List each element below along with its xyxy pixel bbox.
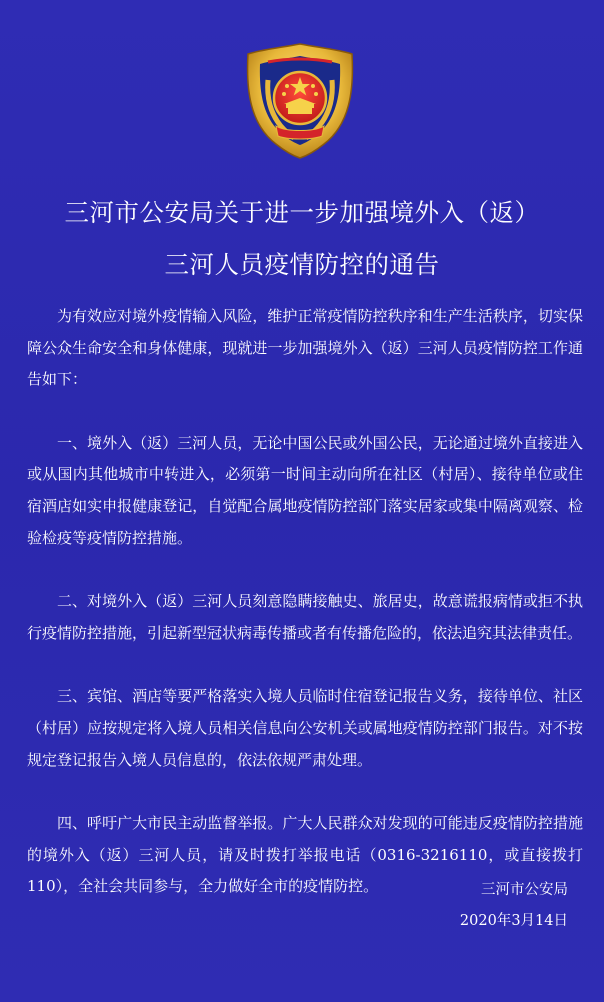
police-badge-icon [238,40,362,162]
notice-title-line1: 三河市公安局关于进一步加强境外入（返） [64,198,540,227]
notice-body [27,301,583,903]
clause-four: 四、呼吁广大市民主动监督举报。广大人民群众对发现的可能违反疫情防控措施的境外入（返）三河人员，请及时拨打举报电话（0316-3216110，或直接拨打110），全社会共同参与，全力做好全市的疫情防控。 [27,814,583,896]
clause-two: 二、对境外入（返）三河人员刻意隐瞒接触史、旅居史，故意谎报病情或拒不执行疫情防控措施，引起新型冠状病毒传播或者有传播危险的，依法追究其法律责任。 [27,592,583,642]
notice-title-line2: 三河人员疫情防控的通告 [164,250,440,279]
clause-one: 一、境外入（返）三河人员，无论中国公民或外国公民，无论通过境外直接进入或从国内其他城市中转进入，必须第一时间主动向所在社区（村居）、接待单位或住宿酒店如实申报健康登记，自觉配合属地疫情防控部门落实居家或集中隔离观察、检验检疫等疫情防控措施。 [27,433,583,547]
signature-org: 三河市公安局 [481,882,568,898]
clause-three: 三、宾馆、酒店等要严格落实入境人员临时住宿登记报告义务，接待单位、社区（村居）应按规定将入境人员相关信息向公安机关或属地疫情防控部门报告。对不按规定登记报告入境人员信息的，依法依规严肃处理。 [27,687,583,769]
intro-paragraph: 为有效应对境外疫情输入风险，维护正常疫情防控秩序和生产生活秩序，切实保障公众生命安全和身体健康，现就进一步加强境外入（返）三河人员疫情防控工作通告如下： [27,307,583,389]
signature-date: 2020年3月14日 [459,913,568,929]
